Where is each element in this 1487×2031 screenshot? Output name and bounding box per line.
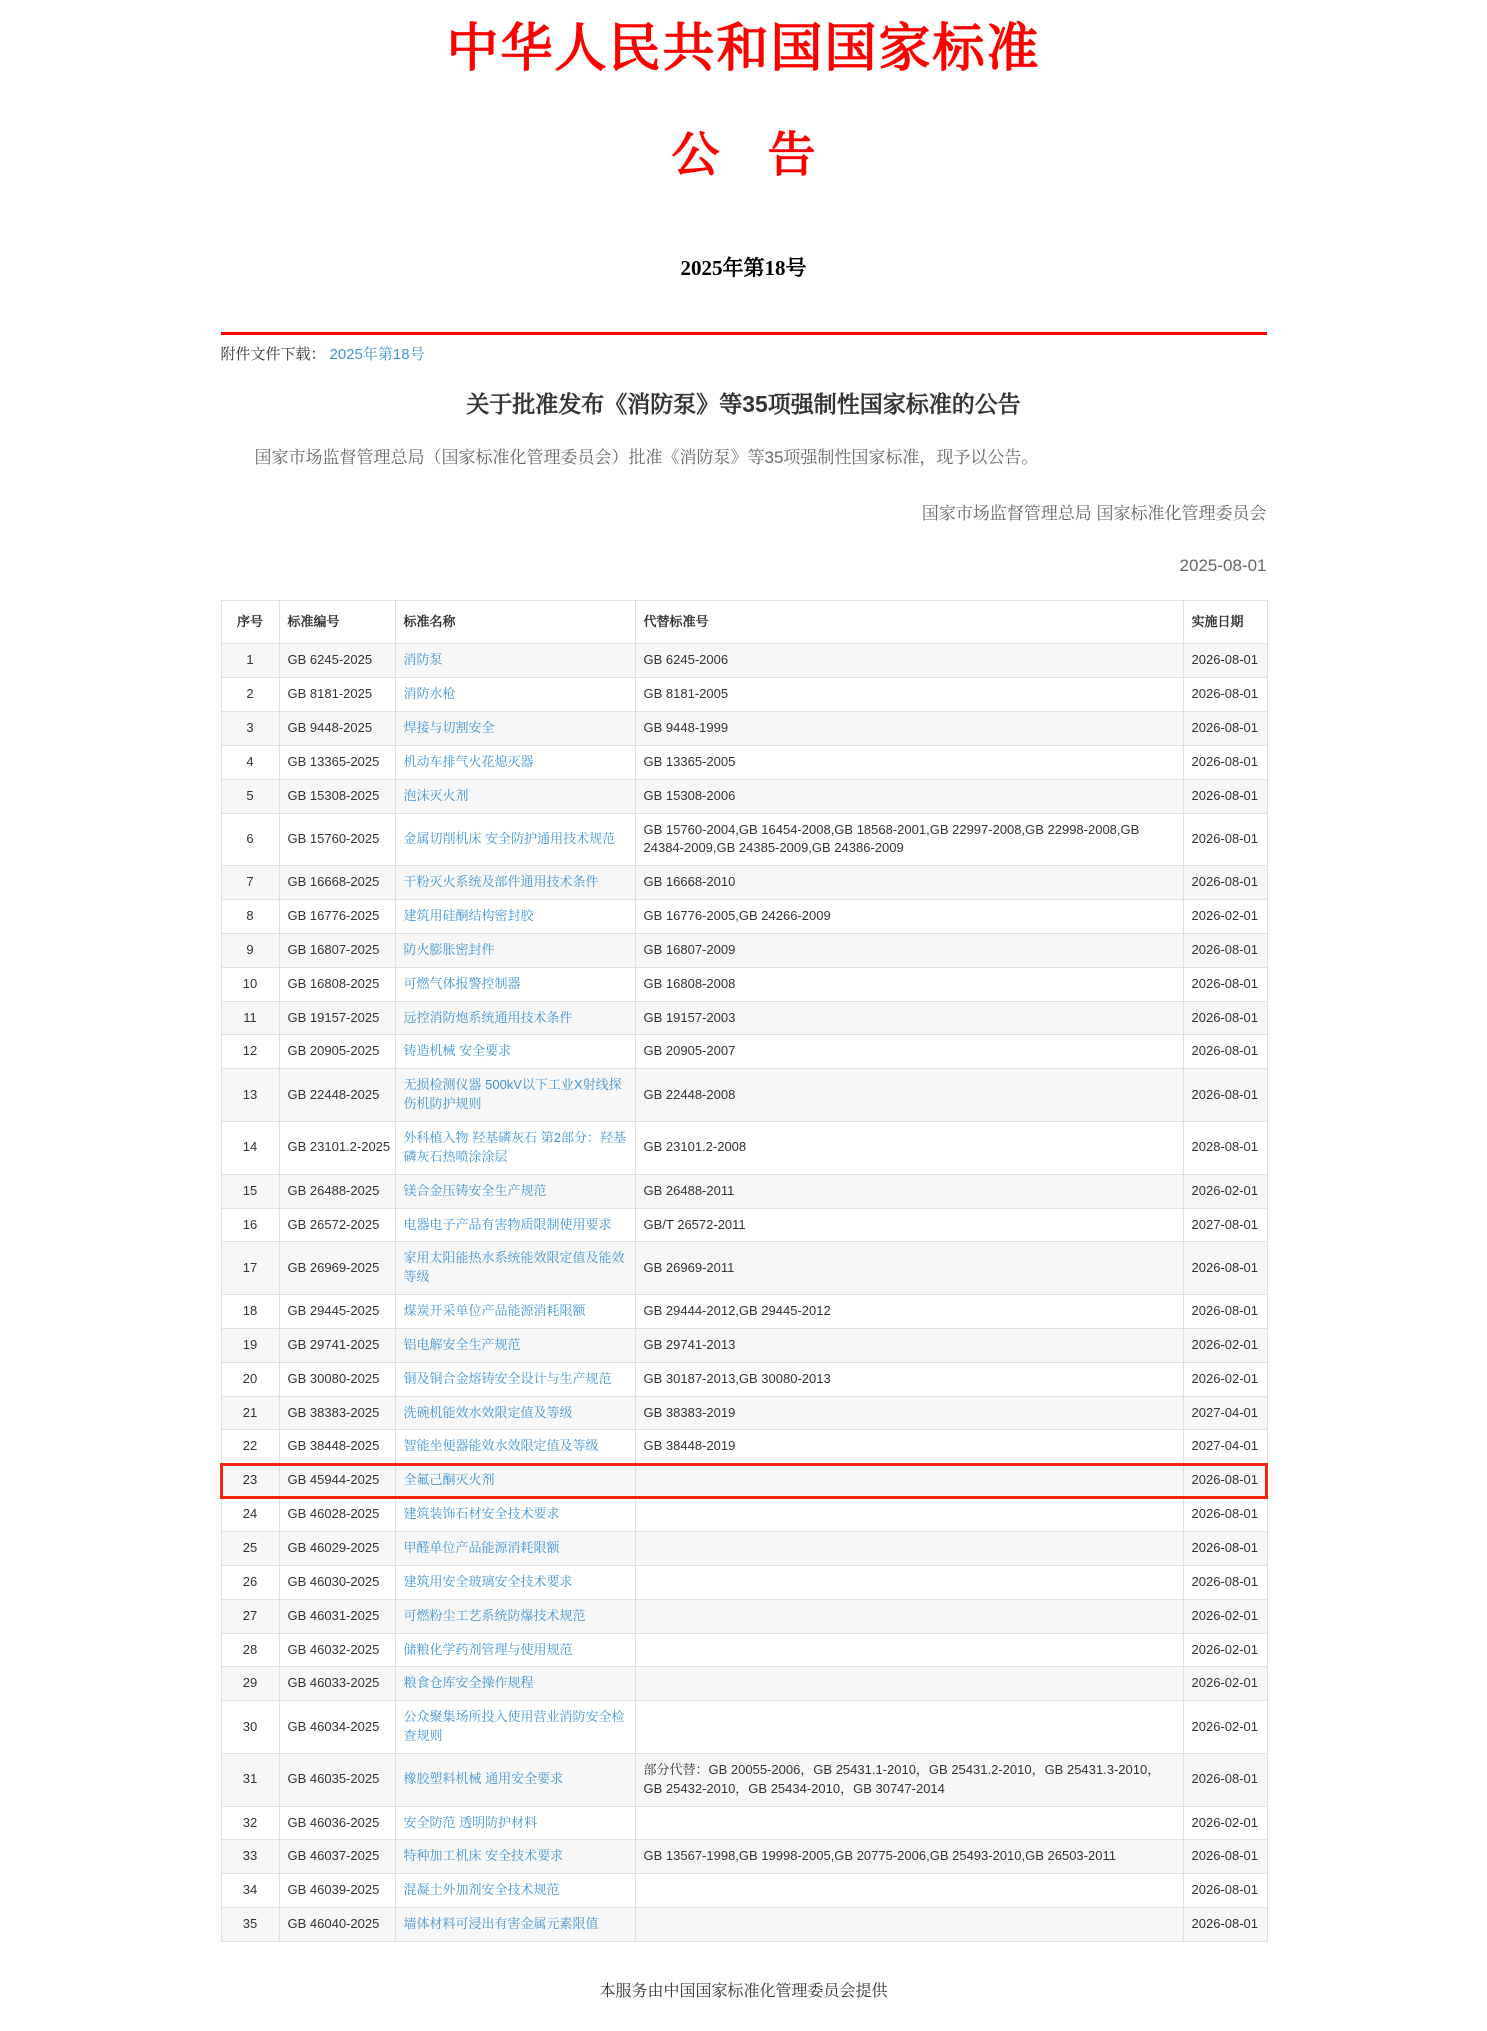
cell-date: 2026-08-01 xyxy=(1183,1001,1267,1035)
cell-name xyxy=(395,1599,635,1633)
cell-date: 2026-08-01 xyxy=(1183,1295,1267,1329)
page-title: 中华人民共和国国家标准 xyxy=(446,21,1041,78)
header-name: 标准名称 xyxy=(395,600,635,644)
cell-date: 2026-08-01 xyxy=(1183,779,1267,813)
standard-name-link[interactable]: 电器电子产品有害物质限制使用要求 xyxy=(403,1216,612,1232)
cell-replaces: GB 15308-2006 xyxy=(635,779,1183,813)
cell-date: 2026-08-01 xyxy=(1183,644,1267,678)
table-row xyxy=(221,1396,1267,1430)
standard-name-link[interactable]: 安全防范 透明防护材料 xyxy=(403,1814,538,1830)
cell-date: 2027-04-01 xyxy=(1183,1396,1267,1430)
table-row xyxy=(221,1874,1267,1908)
cell-name xyxy=(395,1001,635,1035)
cell-no: 14 xyxy=(221,1122,279,1175)
cell-replaces: GB 26488-2011 xyxy=(635,1174,1183,1208)
cell-name xyxy=(395,1242,635,1295)
cell-replaces xyxy=(635,1565,1183,1599)
cell-no: 20 xyxy=(221,1362,279,1396)
cell-replaces: GB 16668-2010 xyxy=(635,866,1183,900)
table-row xyxy=(221,1362,1267,1396)
cell-name xyxy=(395,1701,635,1754)
cell-code: GB 46039-2025 xyxy=(279,1874,395,1908)
cell-name xyxy=(395,900,635,934)
cell-code: GB 30080-2025 xyxy=(279,1362,395,1396)
cell-code: GB 29741-2025 xyxy=(279,1328,395,1362)
cell-date: 2026-08-01 xyxy=(1183,1874,1267,1908)
cell-no: 27 xyxy=(221,1599,279,1633)
cell-name xyxy=(395,933,635,967)
cell-date: 2026-08-01 xyxy=(1183,712,1267,746)
table-row xyxy=(221,712,1267,746)
cell-name xyxy=(395,1840,635,1874)
table-row xyxy=(221,1753,1267,1806)
table-row xyxy=(221,1667,1267,1701)
cell-no: 6 xyxy=(221,813,279,866)
cell-date: 2026-02-01 xyxy=(1183,1328,1267,1362)
cell-name xyxy=(395,779,635,813)
cell-date: 2027-08-01 xyxy=(1183,1208,1267,1242)
standard-name-link[interactable]: 特种加工机床 安全技术要求 xyxy=(403,1848,564,1864)
notice-body: 国家市场监督管理总局（国家标准化管理委员会）批准《消防泵》等35项强制性国家标准，现予以公告。 xyxy=(254,448,1039,467)
cell-no: 33 xyxy=(221,1840,279,1874)
header-no: 序号 xyxy=(221,600,279,644)
cell-date: 2026-08-01 xyxy=(1183,1498,1267,1532)
cell-date: 2026-08-01 xyxy=(1183,1908,1267,1942)
issue-number: 2025年第18号 xyxy=(680,256,807,280)
cell-replaces: GB 16808-2008 xyxy=(635,967,1183,1001)
standard-name-link[interactable]: 储粮化学药剂管理与使用规范 xyxy=(403,1641,573,1657)
cell-code: GB 46032-2025 xyxy=(279,1633,395,1667)
cell-replaces: GB 6245-2006 xyxy=(635,644,1183,678)
cell-no: 12 xyxy=(221,1035,279,1069)
cell-replaces: GB 29741-2013 xyxy=(635,1328,1183,1362)
cell-date: 2026-08-01 xyxy=(1183,1531,1267,1565)
cell-no: 1 xyxy=(221,644,279,678)
standard-name-link[interactable]: 建筑装饰石材安全技术要求 xyxy=(403,1506,560,1522)
cell-code: GB 16808-2025 xyxy=(279,967,395,1001)
standard-name-link[interactable]: 橡胶塑料机械 通用安全要求 xyxy=(403,1771,564,1787)
cell-replaces: GB 22448-2008 xyxy=(635,1069,1183,1122)
cell-no: 30 xyxy=(221,1701,279,1754)
cell-code: GB 38383-2025 xyxy=(279,1396,395,1430)
cell-replaces: GB 9448-1999 xyxy=(635,712,1183,746)
cell-replaces: 部分代替：GB 20055-2006，GB 25431.1-2010，GB 25431.2-2010，GB 25431.3-2010，GB 25432-2010，GB 25434-2010，GB 30747-2014 xyxy=(635,1753,1183,1806)
cell-no: 28 xyxy=(221,1633,279,1667)
cell-replaces: GB 16807-2009 xyxy=(635,933,1183,967)
cell-no: 16 xyxy=(221,1208,279,1242)
cell-code: GB 9448-2025 xyxy=(279,712,395,746)
cell-name xyxy=(395,1035,635,1069)
cell-replaces: GB 15760-2004,GB 16454-2008,GB 18568-2001,GB 22997-2008,GB 22998-2008,GB 24384-2009,GB 24385-2009,GB 24386-2009 xyxy=(635,813,1183,866)
table-row xyxy=(221,779,1267,813)
cell-no: 2 xyxy=(221,678,279,712)
standard-name-link[interactable]: 洗碗机能效水效限定值及等级 xyxy=(403,1404,573,1420)
cell-date: 2028-08-01 xyxy=(1183,1122,1267,1175)
cell-code: GB 46034-2025 xyxy=(279,1701,395,1754)
cell-no: 15 xyxy=(221,1174,279,1208)
cell-name xyxy=(395,1362,635,1396)
cell-date: 2026-08-01 xyxy=(1183,1242,1267,1295)
standards-table-body xyxy=(221,644,1267,1942)
table-row xyxy=(221,1328,1267,1362)
cell-code: GB 46031-2025 xyxy=(279,1599,395,1633)
cell-date: 2026-08-01 xyxy=(1183,1069,1267,1122)
cell-replaces xyxy=(635,1806,1183,1840)
cell-name xyxy=(395,1565,635,1599)
standard-name-link[interactable]: 铜及铜合金熔铸安全设计与生产规范 xyxy=(403,1370,612,1386)
cell-replaces: GB 26969-2011 xyxy=(635,1242,1183,1295)
cell-date: 2027-04-01 xyxy=(1183,1430,1267,1464)
standard-name-link[interactable]: 消防水枪 xyxy=(403,686,456,702)
cell-name xyxy=(395,1531,635,1565)
table-row xyxy=(221,1840,1267,1874)
cell-date: 2026-02-01 xyxy=(1183,1806,1267,1840)
table-row xyxy=(221,1174,1267,1208)
standard-name-link[interactable]: 消防泵 xyxy=(403,652,443,668)
table-row xyxy=(221,1430,1267,1464)
cell-code: GB 16807-2025 xyxy=(279,933,395,967)
cell-replaces xyxy=(635,1667,1183,1701)
cell-code: GB 16776-2025 xyxy=(279,900,395,934)
table-row xyxy=(221,1208,1267,1242)
cell-date: 2026-08-01 xyxy=(1183,745,1267,779)
cell-date: 2026-02-01 xyxy=(1183,1174,1267,1208)
cell-date: 2026-08-01 xyxy=(1183,1753,1267,1806)
standard-name-link[interactable]: 公众聚集场所投入使用营业消防安全检查规则 xyxy=(403,1709,625,1744)
cell-name xyxy=(395,1498,635,1532)
table-row xyxy=(221,967,1267,1001)
cell-name xyxy=(395,1806,635,1840)
cell-no: 24 xyxy=(221,1498,279,1532)
cell-no: 26 xyxy=(221,1565,279,1599)
cell-name xyxy=(395,1174,635,1208)
notice-heading: 关于批准发布《消防泵》等35项强制性国家标准的公告 xyxy=(466,391,1021,417)
table-row xyxy=(221,866,1267,900)
cell-no: 34 xyxy=(221,1874,279,1908)
table-row xyxy=(221,1498,1267,1532)
cell-code: GB 6245-2025 xyxy=(279,644,395,678)
table-row xyxy=(221,933,1267,967)
cell-replaces xyxy=(635,1498,1183,1532)
issuer-signature: 国家市场监督管理总局 国家标准化管理委员会 xyxy=(921,503,1267,523)
cell-code: GB 26572-2025 xyxy=(279,1208,395,1242)
cell-date: 2026-08-01 xyxy=(1183,1035,1267,1069)
cell-date: 2026-02-01 xyxy=(1183,1362,1267,1396)
issue-date: 2025-08-01 xyxy=(1179,555,1267,575)
cell-name xyxy=(395,745,635,779)
cell-code: GB 46040-2025 xyxy=(279,1908,395,1942)
table-row xyxy=(221,678,1267,712)
cell-no: 31 xyxy=(221,1753,279,1806)
cell-replaces: GB/T 26572-2011 xyxy=(635,1208,1183,1242)
cell-no: 8 xyxy=(221,900,279,934)
standard-name-link[interactable]: 外科植入物 羟基磷灰石 第2部分：羟基磷灰石热喷涂涂层 xyxy=(403,1130,626,1164)
cell-replaces: GB 38383-2019 xyxy=(635,1396,1183,1430)
cell-no: 11 xyxy=(221,1001,279,1035)
table-row xyxy=(221,1633,1267,1667)
cell-no: 18 xyxy=(221,1295,279,1329)
standard-name-link[interactable]: 铝电解安全生产规范 xyxy=(403,1336,521,1352)
standard-name-link[interactable]: 可燃粉尘工艺系统防爆技术规范 xyxy=(403,1607,586,1623)
standard-name-link[interactable]: 全氟己酮灭火剂 xyxy=(403,1472,495,1488)
cell-name xyxy=(395,1328,635,1362)
cell-date: 2026-08-01 xyxy=(1183,1464,1267,1498)
cell-replaces: GB 20905-2007 xyxy=(635,1035,1183,1069)
standard-name-link[interactable]: 干粉灭火系统及部件通用技术条件 xyxy=(403,874,599,890)
cell-code: GB 46037-2025 xyxy=(279,1840,395,1874)
cell-replaces: GB 23101.2-2008 xyxy=(635,1122,1183,1175)
cell-code: GB 8181-2025 xyxy=(279,678,395,712)
standard-name-link[interactable]: 无损检测仪器 500kV以下工业X射线探伤机防护规则 xyxy=(403,1077,622,1112)
cell-date: 2026-02-01 xyxy=(1183,1633,1267,1667)
cell-no: 17 xyxy=(221,1242,279,1295)
attachment-link[interactable]: 2025年第18号 xyxy=(329,346,425,363)
cell-no: 21 xyxy=(221,1396,279,1430)
table-row xyxy=(221,1122,1267,1175)
cell-name xyxy=(395,712,635,746)
standard-name-link[interactable]: 家用太阳能热水系统能效限定值及能效等级 xyxy=(403,1250,625,1285)
cell-name xyxy=(395,1069,635,1122)
cell-no: 7 xyxy=(221,866,279,900)
cell-no: 29 xyxy=(221,1667,279,1701)
standard-name-link[interactable]: 远控消防炮系统通用技术条件 xyxy=(403,1009,573,1025)
cell-code: GB 15760-2025 xyxy=(279,813,395,866)
cell-date: 2026-02-01 xyxy=(1183,1701,1267,1754)
cell-code: GB 46035-2025 xyxy=(279,1753,395,1806)
cell-code: GB 22448-2025 xyxy=(279,1069,395,1122)
cell-no: 4 xyxy=(221,745,279,779)
standard-name-link[interactable]: 焊接与切割安全 xyxy=(403,720,495,736)
table-row xyxy=(221,644,1267,678)
cell-code: GB 29445-2025 xyxy=(279,1295,395,1329)
cell-replaces: GB 8181-2005 xyxy=(635,678,1183,712)
attachment-label: 附件文件下载： xyxy=(220,346,326,363)
standard-name-link[interactable]: 镁合金压铸安全生产规范 xyxy=(403,1182,547,1198)
cell-code: GB 38448-2025 xyxy=(279,1430,395,1464)
cell-name xyxy=(395,1396,635,1430)
standard-name-link[interactable]: 金属切削机床 安全防护通用技术规范 xyxy=(403,830,616,846)
table-row-highlighted xyxy=(221,1464,1267,1498)
cell-replaces xyxy=(635,1531,1183,1565)
cell-name xyxy=(395,1430,635,1464)
standard-name-link[interactable]: 建筑用硅酮结构密封胶 xyxy=(403,908,534,924)
cell-no: 19 xyxy=(221,1328,279,1362)
table-row xyxy=(221,1565,1267,1599)
cell-date: 2026-08-01 xyxy=(1183,678,1267,712)
cell-date: 2026-08-01 xyxy=(1183,813,1267,866)
cell-name xyxy=(395,1208,635,1242)
cell-name xyxy=(395,1908,635,1942)
cell-replaces xyxy=(635,1701,1183,1754)
cell-no: 13 xyxy=(221,1069,279,1122)
cell-code: GB 46036-2025 xyxy=(279,1806,395,1840)
cell-code: GB 19157-2025 xyxy=(279,1001,395,1035)
standard-name-link[interactable]: 可燃气体报警控制器 xyxy=(403,975,521,991)
cell-replaces xyxy=(635,1908,1183,1942)
table-row xyxy=(221,1001,1267,1035)
table-row xyxy=(221,1806,1267,1840)
cell-name xyxy=(395,678,635,712)
cell-date: 2026-02-01 xyxy=(1183,900,1267,934)
cell-name xyxy=(395,1122,635,1175)
table-row xyxy=(221,1701,1267,1754)
cell-date: 2026-08-01 xyxy=(1183,967,1267,1001)
cell-code: GB 26969-2025 xyxy=(279,1242,395,1295)
cell-code: GB 13365-2025 xyxy=(279,745,395,779)
header-date: 实施日期 xyxy=(1183,600,1267,644)
cell-date: 2026-08-01 xyxy=(1183,1565,1267,1599)
cell-no: 5 xyxy=(221,779,279,813)
cell-replaces: GB 38448-2019 xyxy=(635,1430,1183,1464)
cell-name xyxy=(395,1295,635,1329)
page-subtitle: 公 告 xyxy=(671,129,816,182)
cell-code: GB 46028-2025 xyxy=(279,1498,395,1532)
table-row xyxy=(221,1531,1267,1565)
standard-name-link[interactable]: 甲醛单位产品能源消耗限额 xyxy=(403,1539,560,1555)
cell-date: 2026-08-01 xyxy=(1183,866,1267,900)
cell-code: GB 46029-2025 xyxy=(279,1531,395,1565)
cell-code: GB 45944-2025 xyxy=(279,1464,395,1498)
cell-code: GB 46033-2025 xyxy=(279,1667,395,1701)
cell-replaces: GB 29444-2012,GB 29445-2012 xyxy=(635,1295,1183,1329)
table-row xyxy=(221,1242,1267,1295)
cell-replaces: GB 19157-2003 xyxy=(635,1001,1183,1035)
cell-code: GB 15308-2025 xyxy=(279,779,395,813)
standard-name-link[interactable]: 机动车排气火花熄灭器 xyxy=(403,753,534,769)
cell-replaces xyxy=(635,1874,1183,1908)
table-row xyxy=(221,813,1267,866)
standard-name-link[interactable]: 粮食仓库安全操作规程 xyxy=(403,1675,534,1691)
standard-name-link[interactable]: 混凝土外加剂安全技术规范 xyxy=(403,1882,560,1898)
cell-date: 2026-08-01 xyxy=(1183,933,1267,967)
header-code: 标准编号 xyxy=(279,600,395,644)
standards-table xyxy=(221,600,1268,1942)
table-row xyxy=(221,900,1267,934)
cell-name xyxy=(395,644,635,678)
cell-name xyxy=(395,967,635,1001)
table-row xyxy=(221,1908,1267,1942)
cell-replaces xyxy=(635,1599,1183,1633)
cell-no: 35 xyxy=(221,1908,279,1942)
cell-code: GB 26488-2025 xyxy=(279,1174,395,1208)
cell-name xyxy=(395,1667,635,1701)
cell-no: 32 xyxy=(221,1806,279,1840)
cell-name xyxy=(395,1633,635,1667)
cell-replaces xyxy=(635,1633,1183,1667)
attachment-row xyxy=(221,335,1267,364)
table-row xyxy=(221,1069,1267,1122)
cell-no: 10 xyxy=(221,967,279,1001)
cell-date: 2026-08-01 xyxy=(1183,1840,1267,1874)
table-row xyxy=(221,1035,1267,1069)
cell-replaces: GB 16776-2005,GB 24266-2009 xyxy=(635,900,1183,934)
cell-replaces: GB 13365-2005 xyxy=(635,745,1183,779)
cell-date: 2026-02-01 xyxy=(1183,1599,1267,1633)
header-replaces: 代替标准号 xyxy=(635,600,1183,644)
cell-name xyxy=(395,1874,635,1908)
footer-note: 本服务由中国国家标准化管理委员会提供 xyxy=(599,1982,888,2000)
standard-name-link[interactable]: 建筑用安全玻璃安全技术要求 xyxy=(403,1573,573,1589)
content-area xyxy=(221,332,1267,1942)
cell-code: GB 16668-2025 xyxy=(279,866,395,900)
cell-date: 2026-02-01 xyxy=(1183,1667,1267,1701)
cell-code: GB 20905-2025 xyxy=(279,1035,395,1069)
cell-no: 25 xyxy=(221,1531,279,1565)
table-row xyxy=(221,745,1267,779)
cell-code: GB 23101.2-2025 xyxy=(279,1122,395,1175)
cell-no: 3 xyxy=(221,712,279,746)
standard-name-link[interactable]: 泡沫灭火剂 xyxy=(403,787,469,803)
cell-name xyxy=(395,866,635,900)
standard-name-link[interactable]: 墙体材料可浸出有害金属元素限值 xyxy=(403,1916,599,1932)
table-header-row xyxy=(221,600,1267,644)
table-row xyxy=(221,1599,1267,1633)
table-row xyxy=(221,1295,1267,1329)
cell-code: GB 46030-2025 xyxy=(279,1565,395,1599)
cell-replaces: GB 13567-1998,GB 19998-2005,GB 20775-2006,GB 25493-2010,GB 26503-2011 xyxy=(635,1840,1183,1874)
cell-no: 23 xyxy=(221,1464,279,1498)
cell-no: 9 xyxy=(221,933,279,967)
cell-no: 22 xyxy=(221,1430,279,1464)
standard-name-link[interactable]: 防火膨胀密封件 xyxy=(403,941,495,957)
cell-name xyxy=(395,813,635,866)
cell-name xyxy=(395,1464,635,1498)
standard-name-link[interactable]: 智能坐便器能效水效限定值及等级 xyxy=(403,1438,599,1454)
standard-name-link[interactable]: 铸造机械 安全要求 xyxy=(403,1043,512,1059)
cell-replaces xyxy=(635,1464,1183,1498)
cell-name xyxy=(395,1753,635,1806)
cell-replaces: GB 30187-2013,GB 30080-2013 xyxy=(635,1362,1183,1396)
standard-name-link[interactable]: 煤炭开采单位产品能源消耗限额 xyxy=(403,1303,586,1319)
